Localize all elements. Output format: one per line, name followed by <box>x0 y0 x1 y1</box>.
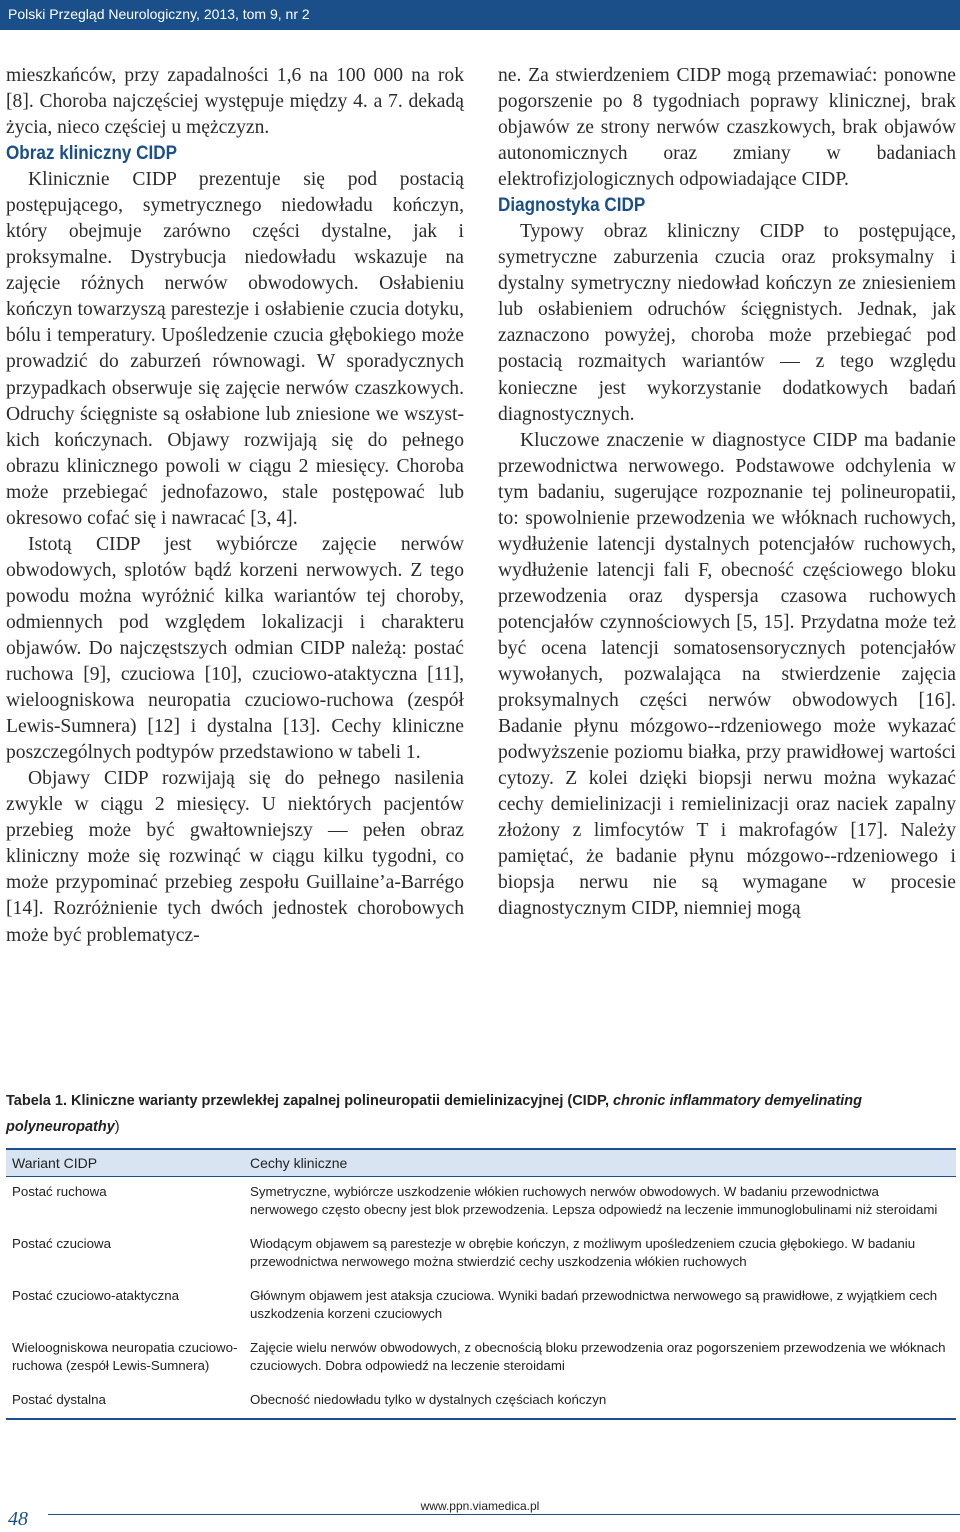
paragraph: mieszkańców, przy zapadalności 1,6 na 100 000 na rok [8]. Choroba najczęściej występuje między 4. a 7. dekadą życia, nieco częściej u mężczyzn. <box>6 65 464 139</box>
cell-variant: Postać czuciowa <box>12 1235 112 1251</box>
table-header-row <box>6 1149 956 1176</box>
table-row <box>6 1176 956 1229</box>
right-column <box>498 63 956 923</box>
paragraph: Kluczowe znaczenie w diagnostyce CIDP ma badanie przewodnictwa nerwowego. Podstawowe odchylenia w tym badaniu, sugerujące rozpoznanie tej polineuropatii, to: spowolnienie przewodzenia we włóknach ruchowych, wydłużenie latencji dystalnych potencjałów ruchowych, wydłużenie latencji fali F, obecność częściowego bloku przewodzenia oraz dyspersja czasowa ruchowych potencjałów czynnościowych [5, 15]. Przydatna może też być ocena latencji somatosensorycznych potencjałów wywołanych, pozwalająca na stwierdzenie zajęcia proksymalnych części nerwów obwodowych [16]. Badanie płynu mózgowo--rdzeniowego może wykazać podwyższenie poziomu białka, przy prawidłowej wartości cytozy. Z kolei dzięki biopsji nerwu można wykazać cechy demielinizacji i remielinizacji oraz naciek zapalny złożony z limfocytów T i makrofagów [17]. Należy pamiętać, że badanie płynu mózgowo--rdzeniowego i biopsja nerwu nie są wymagane w procesie diagnostycznym CIDP, niemniej mogą <box>498 429 956 920</box>
cell-variant: Postać dystalna <box>12 1391 106 1407</box>
table-row <box>6 1229 956 1281</box>
cell-features: Symetryczne, wybiórcze uszkodzenie włókien ruchowych nerwów obwodowych. W badaniu przewodnictwa nerwowego często obecny jest blok przewodzenia. Lepsza odpowiedź na leczenie immunoglobulinami niż steroidami <box>250 1183 938 1217</box>
table-row <box>6 1333 956 1385</box>
cell-features: Zajęcie wielu nerwów obwodowych, z obecnością bloku przewodzenia oraz pogorszeniem przewodzenia we włóknach czuciowych. Dobra odpowiedź na leczenie steroidami <box>250 1339 946 1373</box>
cell-features: Głównym objawem jest ataksja czuciowa. Wyniki badań przewodnictwa nerwowego są prawidłowe, z wyjątkiem cech uszkodzenia korzeni czuciowych <box>250 1287 938 1321</box>
paragraph: Objawy CIDP rozwijają się do pełnego nasilenia zwykle w ciągu 2 miesięcy. U niektórych pacjentów przebieg może być gwałtowniejszy — pełen obraz kliniczny może się rozwinąć w ciągu kilku tygodni, co może przypominać przebieg zespołu Guillaine’a-Barrégo [14]. Rozróżnienie tych dwóch jednostek chorobowych może być problematycz- <box>6 768 464 946</box>
table-caption-text: Kliniczne warianty przewlekłej zapalnej polineuropatii demielinizacyjnej (CIDP, <box>71 1093 610 1109</box>
table-row <box>6 1281 956 1333</box>
footer-url: www.ppn.viamedica.pl <box>420 1499 540 1513</box>
page-footer <box>0 1494 960 1532</box>
table-row <box>6 1385 956 1420</box>
cell-features: Wiodącym objawem są parestezje w obrębie kończyn, z możliwym upośledzeniem czucia głębokiego. W badaniu przewodnictwa nerwowego można stwierdzić cechy uszkodzenia włókien ruchowych <box>250 1235 916 1269</box>
paragraph: ne. Za stwierdzeniem CIDP mogą przemawiać: ponowne pogorszenie po 8 tygodniach poprawy klinicznej, brak objawów ze strony nerwów czaszkowych, brak objawów autonomicznych oraz zmiany w badaniach elektrofizjologicznych odpowiadające CIDP. <box>498 65 956 191</box>
section-heading-diagnostics: Diagnostyka CIDP <box>498 195 646 217</box>
journal-header-bar <box>0 0 960 30</box>
cell-variant: Postać czuciowo-ataktyczna <box>12 1287 180 1303</box>
table-caption-end: ) <box>114 1119 120 1135</box>
footer-rule <box>48 1514 960 1532</box>
column-header-variant: Wariant CIDP <box>6 1149 244 1176</box>
cell-features: Obecność niedowładu tylko w dystalnych częściach kończyn <box>250 1391 607 1407</box>
column-header-features: Cechy kliniczne <box>244 1149 956 1176</box>
table-caption <box>6 1088 956 1140</box>
cell-variant: Postać ruchowa <box>12 1183 107 1199</box>
left-column <box>6 63 464 949</box>
section-heading-clinical-picture: Obraz kliniczny CIDP <box>6 143 178 165</box>
table-caption-label: Tabela 1. <box>6 1093 67 1109</box>
paragraph: Istotą CIDP jest wybiórcze zajęcie nerwów obwodowych, splotów bądź korzeni nerwowych. Z tego powodu można wyróżnić kilka wariantów tej choroby, odmiennych pod względem lokalizacji i charakteru objawów. Do najczęstszych odmian CIDP należą: postać ruchowa [9], czuciowa [10], czuciowo-ataktyczna [11], wieloogniskowa neuropatia czuciowo-ruchowa (zespół Lewis-Sumnera) [12] i dystalna [13]. Cechy kliniczne poszczególnych podtypów przedstawiono w tabeli 1. <box>6 533 464 764</box>
variants-table <box>6 1148 956 1420</box>
paragraph: Klinicznie CIDP prezentuje się pod postacią postępującego, symetrycznego niedowładu kończyn, który obejmuje zarówno części dystalne, jak i proksymalne. Dystrybucja niedowładu wskazuje na zajęcie różnych nerwów obwodowych. Osłabieniu kończyn towarzyszą parestezje i osłabienie czucia dotyku, bólu i temperatury. Upośledzenie czucia głębokiego może prowadzić do zaburzeń równowagi. W sporadycznych przypadkach obserwuje się zajęcie nerwów czaszkowych. Odruchy ścięgniste są osłabione lub zniesione we wszystkich kończynach. Objawy rozwijają się do pełnego obrazu klinicznego powoli w ciągu 2 miesięcy. Choroba może przebiegać jednofazowo, stale postępować lub okresowo cofać się i nawracać [3, 4]. <box>6 169 464 529</box>
paragraph: Typowy obraz kliniczny CIDP to postępujące, symetryczne zaburzenia czucia oraz proksymalny i dystalny symetryczny niedowład kończyn ze zniesieniem lub osłabieniem odruchów ścięgnistych. Jednak, jak zaznaczono powyżej, choroba może przebiegać pod postacią rozmaitych wariantów — z tego względu konieczne jest wykorzystanie dodatkowych badań diagnostycznych. <box>498 221 956 425</box>
cell-variant: Wieloogniskowa neuropatia czuciowo-ruchowa (zespół Lewis-Sumnera) <box>12 1339 238 1373</box>
page-number: 48 <box>8 1508 28 1530</box>
table-caption-italic: chronic inflammatory demyelinating polyneuropathy <box>6 1093 863 1135</box>
journal-title: Polski Przegląd Neurologiczny, 2013, tom 9, nr 2 <box>8 6 310 22</box>
